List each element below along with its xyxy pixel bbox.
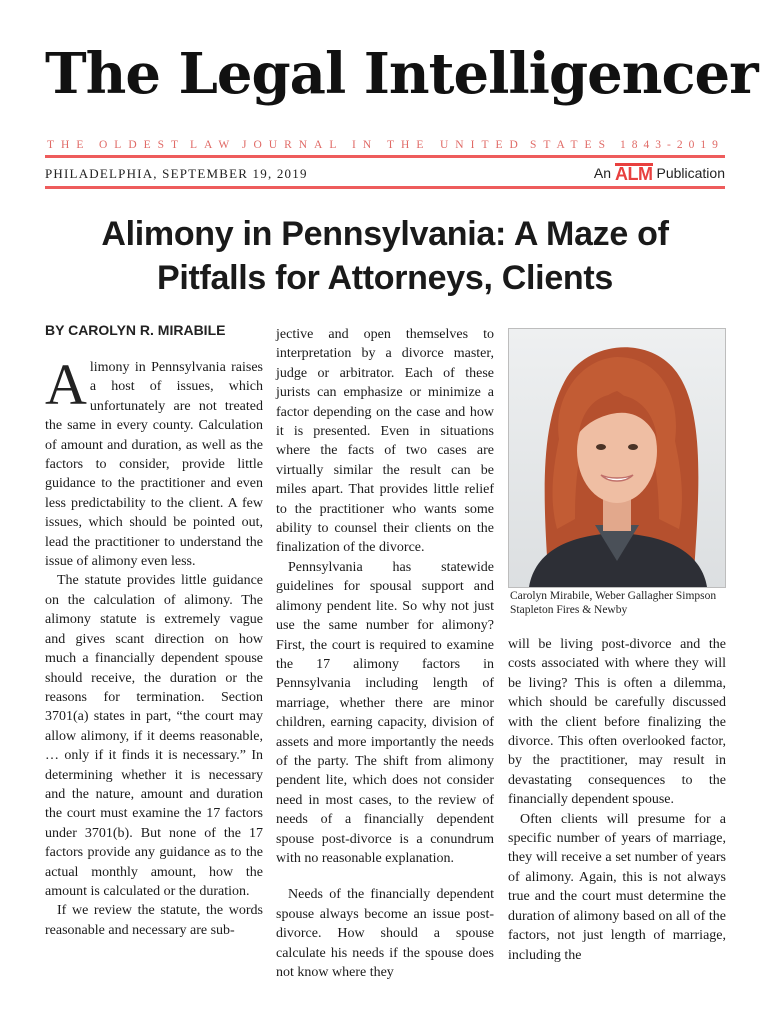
masthead-rule-top: [45, 155, 725, 158]
publisher-prefix: An: [593, 164, 611, 181]
alm-logo: ALM: [615, 164, 653, 184]
tagline-word: IN: [352, 139, 379, 151]
tagline-word: THE: [47, 139, 91, 151]
publisher-credit: [594, 163, 725, 182]
masthead-logo: The Legal Intelligencer: [45, 41, 758, 107]
tagline-word: OLDEST: [99, 139, 186, 151]
article-column-2: [276, 325, 494, 982]
tagline-word: LAW: [190, 139, 237, 151]
article-paragraph: will be living post-divorce and the costs associated with where they will be living? This is often a dilemma, which should be carefully discussed with the client before finalizing the divorce. This often overlooked factor, by the practitioner, may result in devastating consequences to the financially dependent spouse.: [508, 637, 726, 808]
photo-caption: Carolyn Mirabile, Weber Gallagher Simpson Stapleton Fires & Newby: [510, 590, 717, 616]
author-photo: [508, 328, 726, 588]
article-byline: BY CAROLYN R. MIRABILE: [45, 322, 226, 338]
article-column-1: [45, 352, 263, 940]
article-paragraph: jective and open themselves to interpretation by a divorce master, judge or arbitrator. Each of these jurists can emphasize or minimize a factor depending on the case and how it is presented. Even in situations where the facts of two cases are virtually similar the result can be miles apart. That provides little relief to the practitioner who wants some ability to counsel their clients on the finalization of the divorce.: [276, 327, 494, 556]
article-headline: [45, 212, 725, 300]
masthead-rule-bottom: [45, 186, 725, 189]
article-paragraph: The statute provides little guidance on the calculation of alimony. The alimony statute is extremely vague and gives scant direction on how much a financially dependent spouse should receive, the duration or the reasons for termination. Section 3701(a) states in part, “the court may allow alimony, if it deems reasonable, … only if it finds it is necessary.” In determining whether it is necessary and the nature, amount and duration the court must examine the 17 factors under 3701(b). But none of the 17 factors provide any guidance as to the actual monthly amount, how the amount is calculated or the duration.: [45, 573, 263, 899]
tagline-word: STATES: [530, 139, 612, 151]
tagline-years: 1843-2019: [620, 139, 724, 151]
article-paragraph: If we review the statute, the words reasonable and necessary are sub-: [45, 903, 263, 938]
tagline-word: UNITED: [440, 139, 525, 151]
headline-line: Pitfalls for Attorneys, Clients: [156, 259, 614, 297]
paragraph-text: limony in Pennsylvania raises a host of issues, which unfortunately are not treated the same in every county. Calculation of amount and duration, as well as the factors to consider, provide little guidance to the practitioner and even less predictability to the client. A few issues, which should be pointed out, lead the practitioner to understand the issue of alimony even less.: [45, 360, 263, 570]
publisher-suffix: Publication: [656, 164, 725, 181]
article-paragraph: Needs of the financially dependent spouse always become an issue post-divorce. How should a spouse calculate his needs if the spouse does not know where they: [276, 887, 494, 980]
drop-cap: A: [45, 352, 87, 417]
article-paragraph: Pennsylvania has statewide guidelines for spousal support and alimony pendent lite. So why not just use the same number for alimony? First, the court is required to examine the 17 alimony factors in Pennsylvania including length of marriage, whether there are minor children, earning capacity, division of assets and more importantly the needs of the party. The shift from alimony pendent lite, which does not consider need in most cases, to the review of needs of a financially dependent spouse post-divorce is a conundrum with no reasonable explanation.: [276, 559, 494, 866]
article-column-3: [508, 635, 726, 965]
tagline-word: JOURNAL: [242, 139, 344, 151]
dateline: PHILADELPHIA, SEPTEMBER 19, 2019: [45, 166, 308, 181]
article-paragraph: Often clients will presume for a specific number of years of marriage, they will receive a set number of years of alimony. Again, this is not always true and the court must determine the duration of alimony based on all of the factors, not just length of marriage, including the: [508, 811, 726, 963]
tagline-word: THE: [387, 139, 431, 151]
article-paragraph: [45, 352, 263, 571]
author-portrait-image: [509, 329, 725, 587]
headline-line: Alimony in Pennsylvania: A Maze of: [101, 215, 669, 253]
